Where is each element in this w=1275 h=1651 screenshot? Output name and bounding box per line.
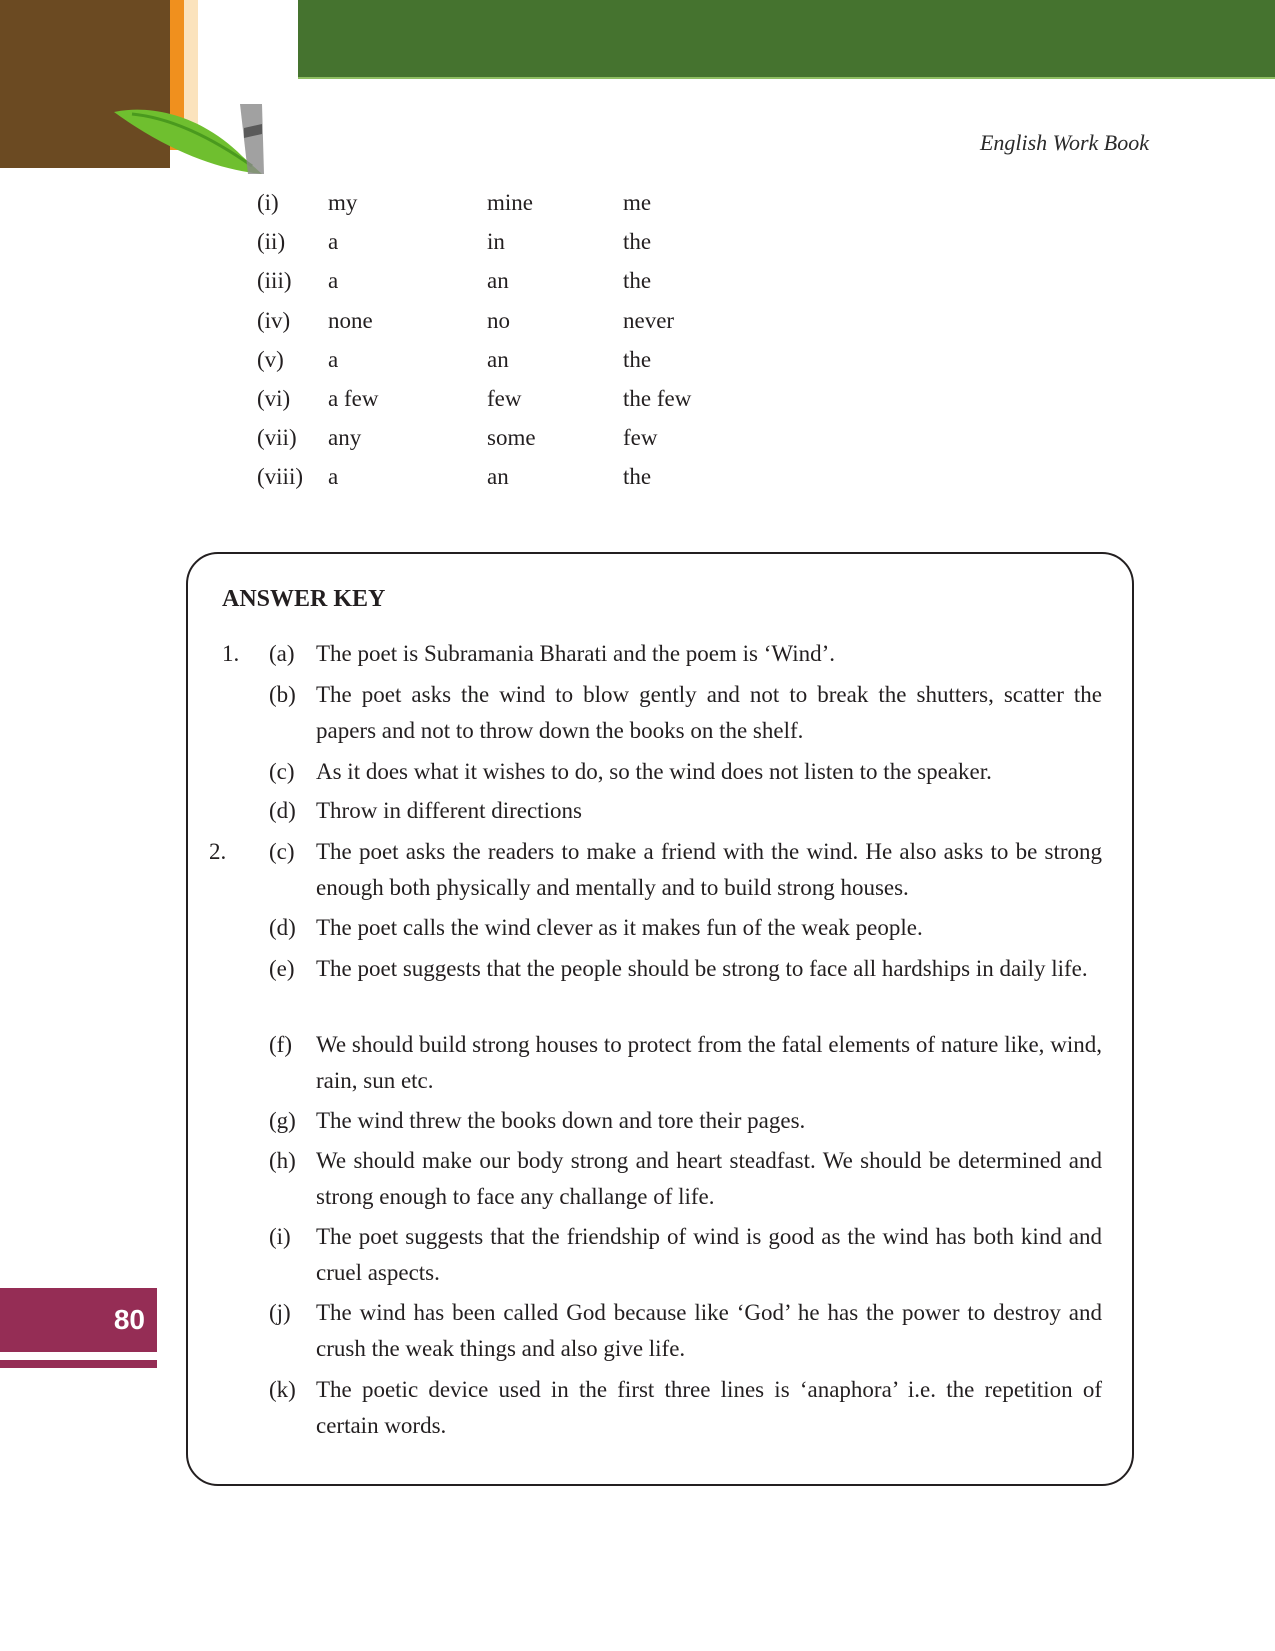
answer-sub-label: (c) xyxy=(269,839,295,864)
option-a: a few xyxy=(328,386,379,411)
option-label: (v) xyxy=(257,347,284,372)
answer-text: We should build strong houses to protect from the fatal elements of nature like, wind, rain, sun etc. xyxy=(316,1032,1102,1093)
option-c: few xyxy=(623,425,658,450)
answer-text: The wind threw the books down and tore their pages. xyxy=(316,1108,806,1133)
option-a: any xyxy=(328,425,362,450)
answer-sub-label: (d) xyxy=(269,915,296,940)
option-b: an xyxy=(487,268,509,293)
option-a: my xyxy=(328,190,358,215)
option-c: the xyxy=(623,268,652,293)
answer-sub-label: (h) xyxy=(269,1148,296,1173)
page-number-rule xyxy=(0,1360,157,1368)
option-b: in xyxy=(487,229,505,254)
option-b: no xyxy=(487,308,510,333)
answer-sub-label: (j) xyxy=(269,1300,291,1325)
option-label: (viii) xyxy=(257,464,303,489)
answer-sub-label: (e) xyxy=(269,956,295,981)
answer-text: The poet asks the wind to blow gently and not to break the shutters, scatter the papers and not to throw down the books on the shelf. xyxy=(316,682,1102,743)
answer-text: As it does what it wishes to do, so the wind does not listen to the speaker. xyxy=(316,759,992,784)
option-b: few xyxy=(487,386,522,411)
answer-text: The poet suggests that the people should be strong to face all hardships in daily life. xyxy=(316,956,1088,981)
option-label: (iv) xyxy=(257,308,291,333)
answer-sub-label: (d) xyxy=(269,798,296,823)
option-label: (ii) xyxy=(257,229,286,254)
option-c: the xyxy=(623,229,652,254)
option-b: mine xyxy=(487,190,533,215)
answer-text: The poet suggests that the friendship of wind is good as the wind has both kind and cruel aspects. xyxy=(316,1224,1102,1285)
answer-sub-label: (b) xyxy=(269,682,296,707)
header-green-bar xyxy=(298,0,1275,77)
answer-text: The wind has been called God because like ‘God’ he has the power to destroy and crush the weak things and also give life. xyxy=(316,1300,1102,1361)
answer-text: The poet asks the readers to make a friend with the wind. He also asks to be strong enough both physically and mentally and to build strong houses. xyxy=(316,839,1102,900)
option-a: none xyxy=(328,308,373,333)
option-c: never xyxy=(623,308,675,333)
answer-sub-label: (i) xyxy=(269,1224,291,1249)
answer-question-number: 2. xyxy=(209,839,227,864)
page-number: 80 xyxy=(113,1304,145,1335)
answer-text: The poet calls the wind clever as it makes fun of the weak people. xyxy=(316,915,923,940)
option-b: an xyxy=(487,347,509,372)
option-a: a xyxy=(328,347,339,372)
answer-sub-label: (k) xyxy=(269,1377,296,1402)
answer-text: The poetic device used in the first three lines is ‘anaphora’ i.e. the repetition of certain words. xyxy=(316,1377,1102,1438)
book-title: English Work Book xyxy=(979,130,1149,155)
option-a: a xyxy=(328,229,339,254)
leaf-decoration-icon xyxy=(112,104,292,176)
answer-text: We should make our body strong and heart steadfast. We should be determined and strong enough to face any challange of life. xyxy=(316,1148,1102,1209)
option-label: (iii) xyxy=(257,268,292,293)
option-label: (vii) xyxy=(257,425,297,450)
answer-text: Throw in different directions xyxy=(316,798,582,823)
option-label: (vi) xyxy=(257,386,291,411)
header-green-rule xyxy=(298,77,1275,79)
option-b: some xyxy=(487,425,536,450)
answer-sub-label: (a) xyxy=(269,641,295,666)
answer-sub-label: (g) xyxy=(269,1108,296,1133)
option-label: (i) xyxy=(257,190,279,215)
option-a: a xyxy=(328,464,339,489)
option-c: the xyxy=(623,464,652,489)
option-c: the few xyxy=(623,386,692,411)
option-b: an xyxy=(487,464,509,489)
answer-sub-label: (f) xyxy=(269,1032,292,1057)
answer-question-number: 1. xyxy=(222,641,240,666)
option-c: me xyxy=(623,190,652,215)
option-c: the xyxy=(623,347,652,372)
answer-key-title: ANSWER KEY xyxy=(222,586,386,612)
answer-sub-label: (c) xyxy=(269,759,295,784)
answer-text: The poet is Subramania Bharati and the poem is ‘Wind’. xyxy=(316,641,835,666)
option-a: a xyxy=(328,268,339,293)
